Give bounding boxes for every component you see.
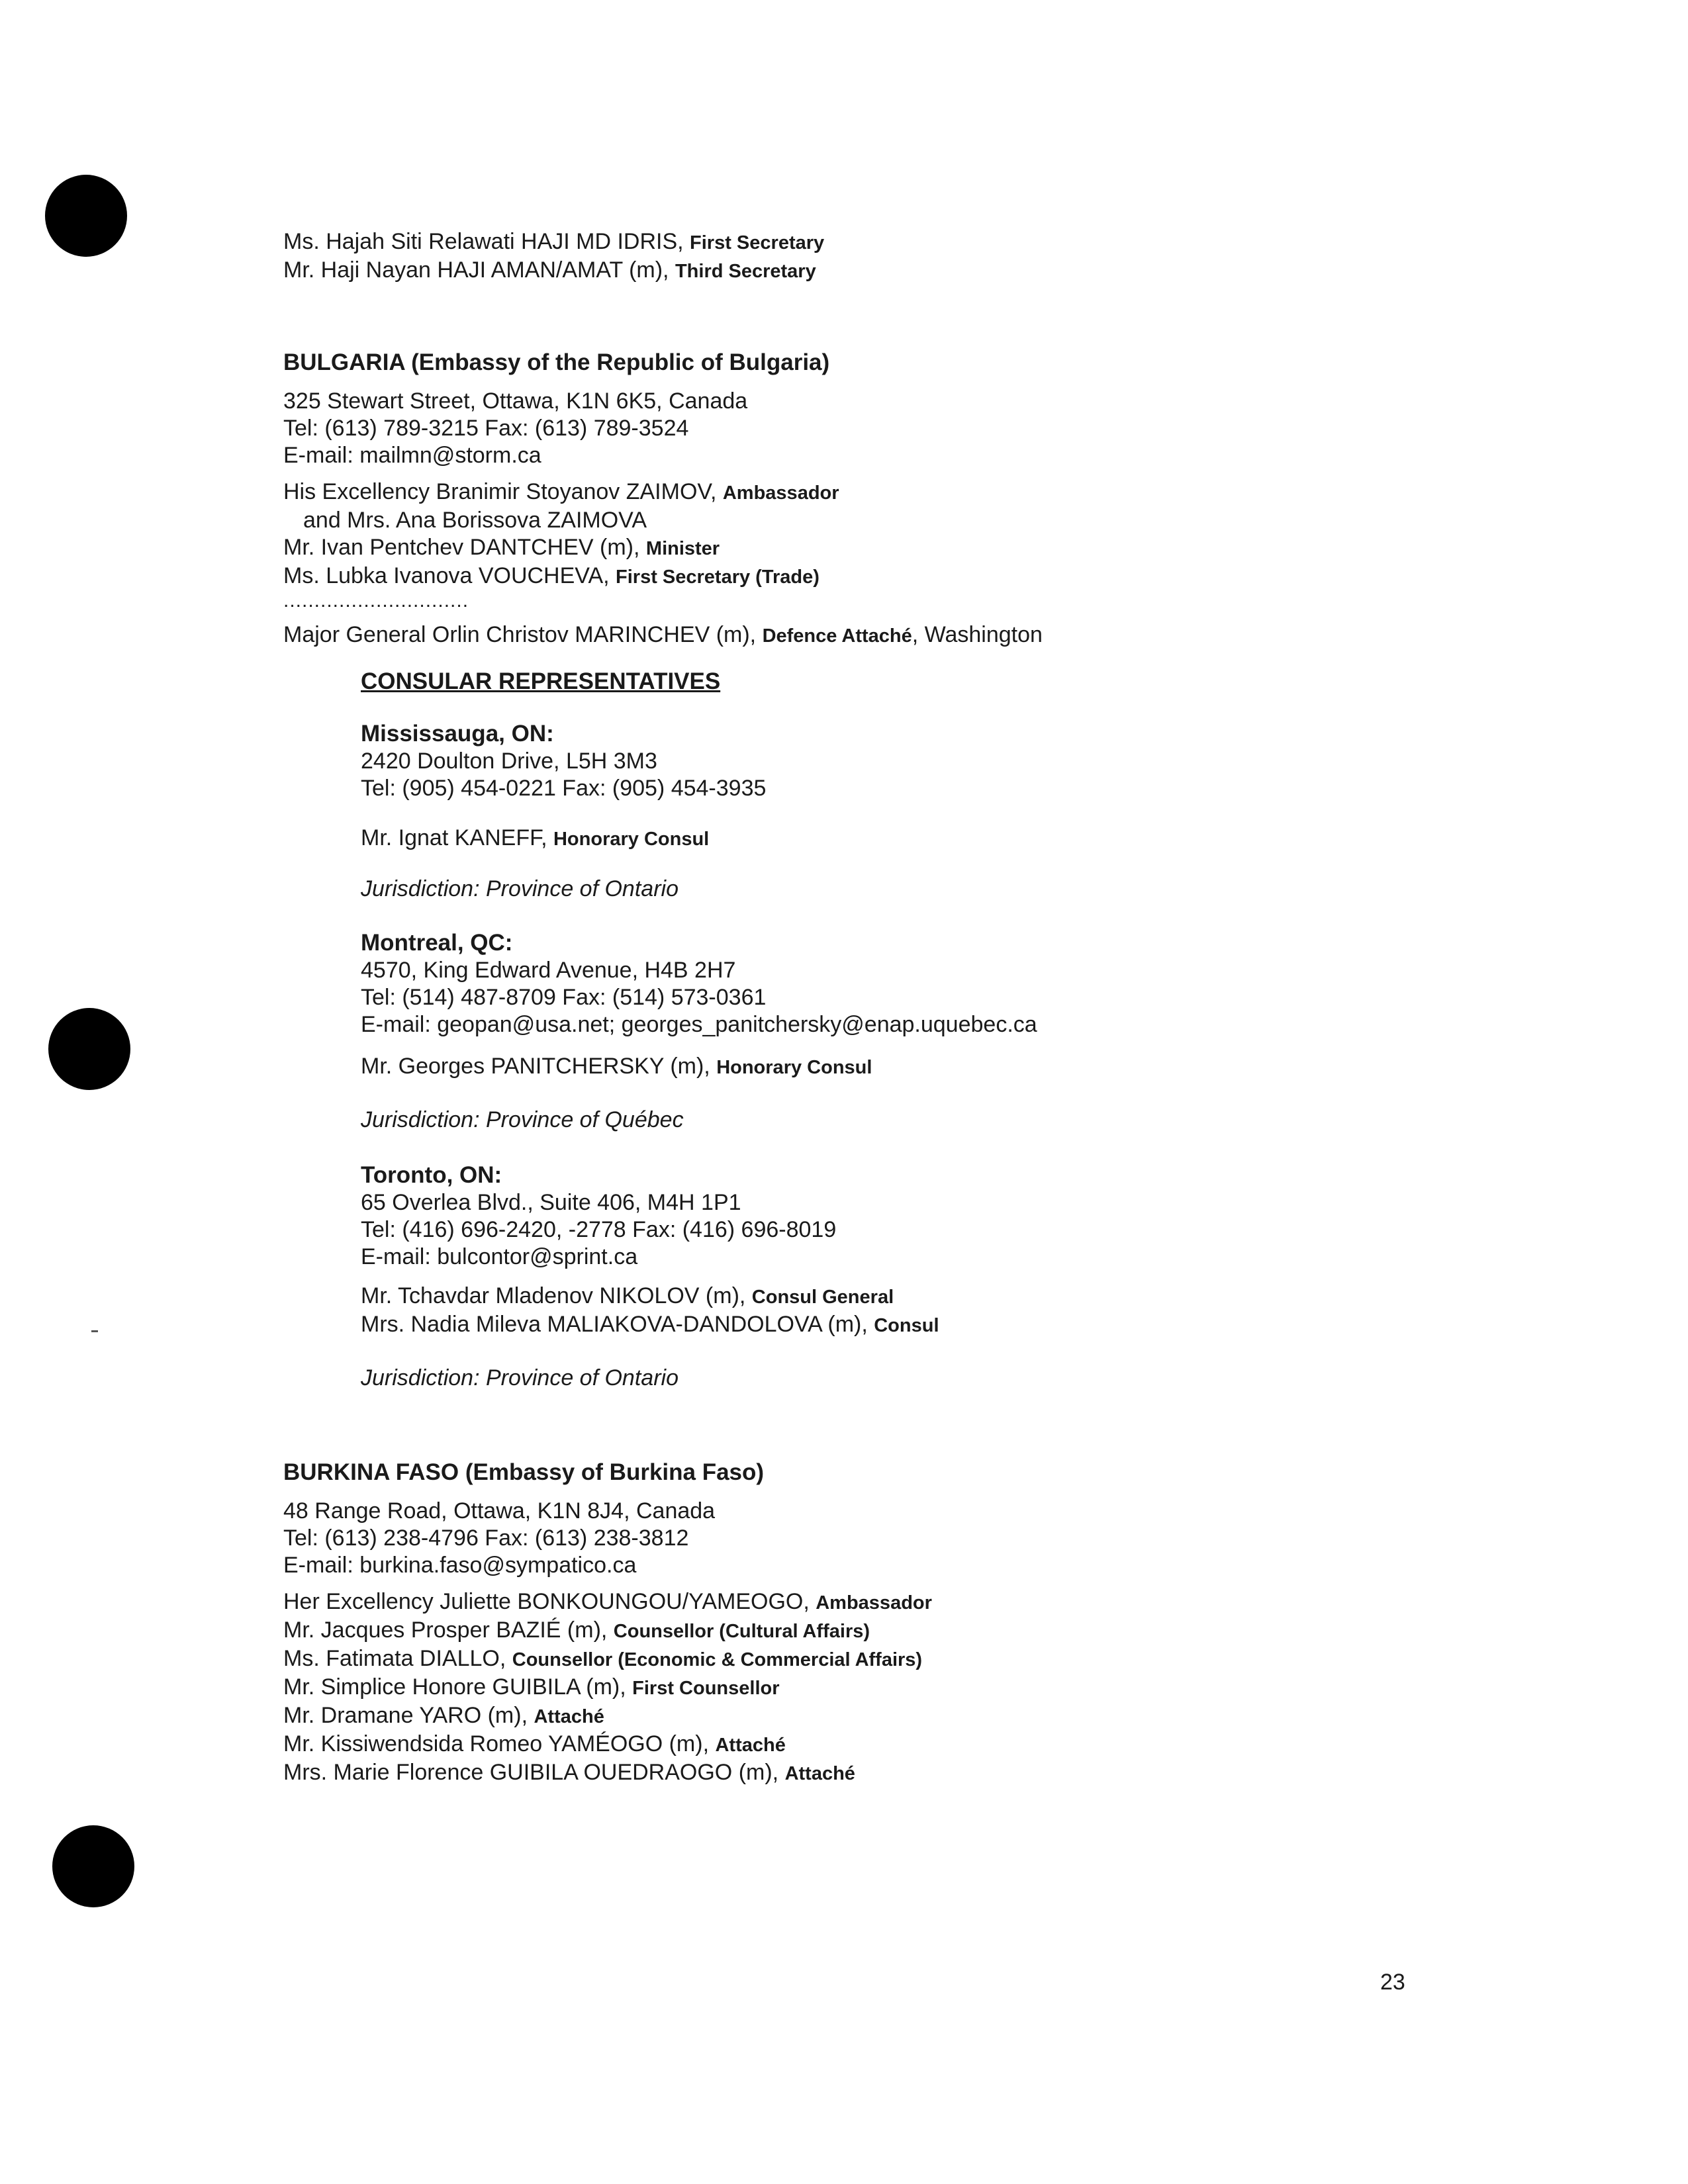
address: 48 Range Road, Ottawa, K1N 8J4, Canada <box>283 1498 716 1524</box>
email: E-mail: bulcontor@sprint.ca <box>361 1244 638 1269</box>
phone-fax: Tel: (613) 238-4796 Fax: (613) 238-3812 <box>283 1525 689 1551</box>
phone-fax: Tel: (514) 487-8709 Fax: (514) 573-0361 <box>361 985 767 1010</box>
bulgaria-contact <box>283 388 1541 469</box>
punch-hole-top <box>45 175 127 257</box>
staff-name: Ms. Fatimata DIALLO, <box>283 1646 512 1671</box>
directory-page <box>283 228 1541 1788</box>
address: 4570, King Edward Avenue, H4B 2H7 <box>361 958 736 983</box>
defence-attache-entry <box>283 621 1541 650</box>
staff-entry <box>361 1311 1541 1340</box>
staff-name: Mr. Simplice Honore GUIBILA (m), <box>283 1674 633 1700</box>
address: 325 Stewart Street, Ottawa, K1N 6K5, Canada <box>283 388 748 414</box>
staff-entry <box>361 1053 1541 1081</box>
staff-entry <box>283 478 1541 507</box>
consular-heading: CONSULAR REPRESENTATIVES <box>361 668 721 694</box>
staff-name: Ms. Lubka Ivanova VOUCHEVA, <box>283 563 616 588</box>
punch-hole-middle <box>48 1008 130 1090</box>
staff-role: Consul General <box>751 1287 894 1308</box>
staff-entry <box>283 257 1541 285</box>
staff-name: Her Excellency Juliette BONKOUNGOU/YAMEOGO, <box>283 1589 816 1614</box>
staff-name: Mr. Georges PANITCHERSKY (m), <box>361 1054 717 1079</box>
staff-entry <box>283 563 1541 591</box>
staff-role: Attaché <box>534 1706 604 1727</box>
staff-role: Defence Attaché <box>762 625 912 647</box>
email: E-mail: burkina.faso@sympatico.ca <box>283 1553 637 1578</box>
staff-name: Mr. Tchavdar Mladenov NIKOLOV (m), <box>361 1283 752 1308</box>
page-number: 23 <box>1380 1970 1405 1995</box>
phone-fax: Tel: (613) 789-3215 Fax: (613) 789-3524 <box>283 416 689 441</box>
consulate-toronto <box>361 1161 1541 1392</box>
country-heading-burkina-faso: BURKINA FASO (Embassy of Burkina Faso) <box>283 1459 765 1485</box>
jurisdiction: Jurisdiction: Province of Ontario <box>361 876 679 901</box>
staff-entry <box>283 1674 1541 1702</box>
staff-entry <box>283 1617 1541 1645</box>
staff-entry <box>283 1588 1541 1617</box>
staff-name: Mr. Ignat KANEFF, <box>361 825 553 850</box>
staff-name: Mr. Haji Nayan HAJI AMAN/AMAT (m), <box>283 257 675 283</box>
burkina-staff <box>283 1588 1541 1788</box>
staff-name: Mr. Dramane YARO (m), <box>283 1703 534 1728</box>
address: 65 Overlea Blvd., Suite 406, M4H 1P1 <box>361 1190 741 1215</box>
top-entries <box>283 228 1541 285</box>
staff-entry <box>361 1283 1541 1311</box>
staff-role: First Secretary (Trade) <box>616 567 820 588</box>
staff-role: First Counsellor <box>632 1678 780 1699</box>
staff-role: Ambassador <box>816 1592 932 1614</box>
staff-name: Mr. Jacques Prosper BAZIÉ (m), <box>283 1617 614 1643</box>
email: E-mail: geopan@usa.net; georges_panitchersky@enap.uquebec.ca <box>361 1012 1037 1037</box>
phone-fax: Tel: (905) 454-0221 Fax: (905) 454-3935 <box>361 776 767 801</box>
staff-role: Minister <box>645 538 720 559</box>
staff-entry <box>283 507 1541 534</box>
country-heading-bulgaria: BULGARIA (Embassy of the Republic of Bulgaria) <box>283 349 830 375</box>
staff-role: Counsellor (Economic & Commercial Affairs) <box>512 1649 923 1670</box>
burkina-contact <box>283 1498 1541 1579</box>
address: 2420 Doulton Drive, L5H 3M3 <box>361 749 657 774</box>
consulate-montreal <box>361 929 1541 1134</box>
staff-entry <box>283 228 1541 257</box>
staff-location: , Washington <box>912 622 1043 647</box>
punch-hole-bottom <box>52 1825 134 1907</box>
staff-role: Third Secretary <box>675 261 816 282</box>
staff-name: Mrs. Marie Florence GUIBILA OUEDRAOGO (m), <box>283 1760 785 1785</box>
staff-name: Mrs. Nadia Mileva MALIAKOVA-DANDOLOVA (m), <box>361 1312 874 1337</box>
staff-role: Attaché <box>715 1735 786 1756</box>
scan-mark <box>91 1330 98 1332</box>
staff-entry <box>283 1731 1541 1759</box>
consulate-city: Toronto, ON: <box>361 1162 502 1188</box>
staff-name: Major General Orlin Christov MARINCHEV (m), <box>283 622 763 647</box>
staff-name: and Mrs. Ana Borissova ZAIMOVA <box>303 508 647 533</box>
staff-entry <box>283 1645 1541 1674</box>
staff-role: First Secretary <box>690 232 825 253</box>
bulgaria-staff <box>283 478 1541 611</box>
staff-name: Mr. Ivan Pentchev DANTCHEV (m), <box>283 535 646 560</box>
staff-entry <box>361 825 1541 853</box>
dotted-separator: .............................. <box>283 590 469 612</box>
staff-name: His Excellency Branimir Stoyanov ZAIMOV, <box>283 479 723 504</box>
phone-fax: Tel: (416) 696-2420, -2778 Fax: (416) 696-8019 <box>361 1217 837 1242</box>
staff-role: Consul <box>874 1315 939 1336</box>
staff-role: Counsellor (Cultural Affairs) <box>613 1621 870 1642</box>
staff-entry <box>283 1759 1541 1788</box>
consular-section <box>361 650 1541 1392</box>
consulate-city: Mississauga, ON: <box>361 721 554 747</box>
staff-role: Honorary Consul <box>553 829 710 850</box>
staff-entry <box>283 1702 1541 1731</box>
staff-role: Ambassador <box>722 482 839 504</box>
staff-role: Honorary Consul <box>716 1057 872 1078</box>
staff-name: Ms. Hajah Siti Relawati HAJI MD IDRIS, <box>283 229 690 254</box>
staff-entry <box>283 534 1541 563</box>
staff-role: Attaché <box>784 1763 855 1784</box>
staff-name: Mr. Kissiwendsida Romeo YAMÉOGO (m), <box>283 1731 716 1756</box>
jurisdiction: Jurisdiction: Province of Ontario <box>361 1365 679 1390</box>
consulate-city: Montreal, QC: <box>361 930 513 956</box>
consulate-mississauga <box>361 720 1541 903</box>
jurisdiction: Jurisdiction: Province of Québec <box>361 1107 684 1132</box>
email: E-mail: mailmn@storm.ca <box>283 443 541 468</box>
